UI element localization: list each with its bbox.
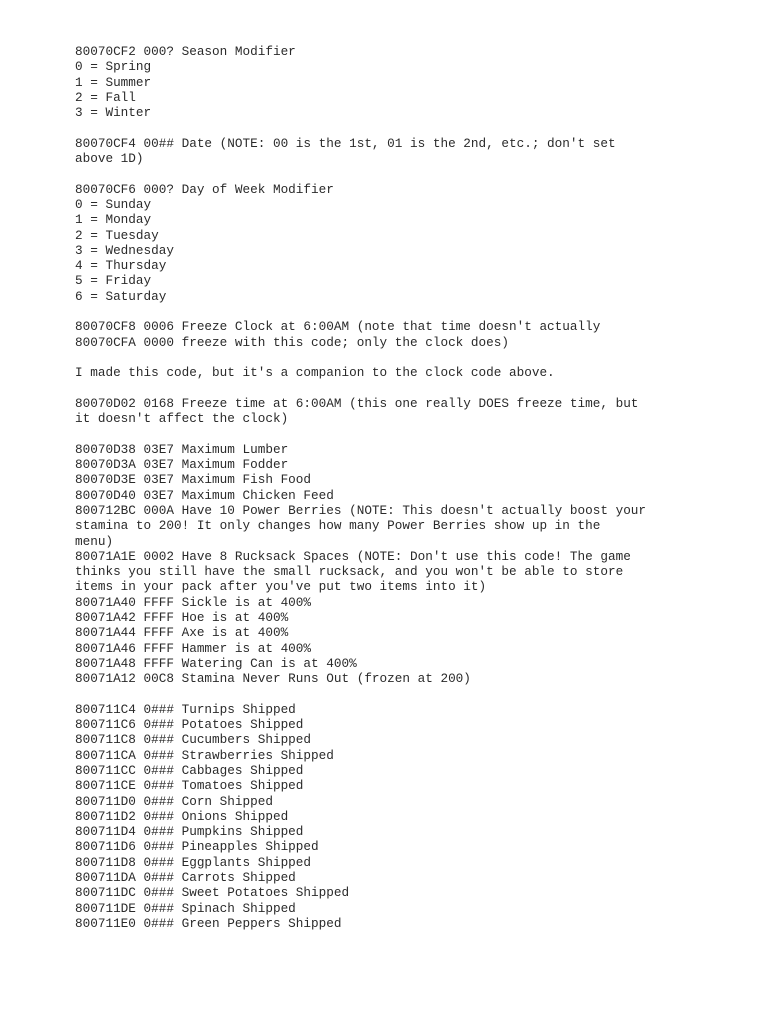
- text-line: 80070CF6 000? Day of Week Modifier: [75, 181, 334, 197]
- text-line: 0 = Spring: [75, 59, 152, 75]
- text-line: 80070D02 0168 Freeze time at 6:00AM (this one really DOES freeze time, but: [75, 395, 639, 411]
- document-page: [75, 44, 695, 931]
- text-line: 80070CF2 000? Season Modifier: [75, 44, 296, 59]
- text-line: 2 = Fall: [75, 89, 136, 105]
- text-line: 800711CC 0### Cabbages Shipped: [75, 762, 304, 778]
- text-line: 80070CF4 00## Date (NOTE: 00 is the 1st, 01 is the 2nd, etc.; don't set: [75, 135, 616, 151]
- paragraph-gap: [75, 381, 695, 396]
- text-line: 800711D0 0### Corn Shipped: [75, 793, 273, 809]
- text-line: 0 = Sunday: [75, 196, 152, 212]
- text-line: I made this code, but it's a companion to the clock code above.: [75, 365, 555, 381]
- code-block: [75, 44, 695, 120]
- text-line: 800711DC 0### Sweet Potatoes Shipped: [75, 885, 350, 901]
- text-line: 6 = Saturday: [75, 288, 167, 304]
- paragraph-gap: [75, 166, 695, 181]
- code-block: [75, 396, 695, 427]
- text-line: 1 = Summer: [75, 74, 152, 90]
- text-line: 80071A42 FFFF Hoe is at 400%: [75, 609, 289, 625]
- text-line: 80071A48 FFFF Watering Can is at 400%: [75, 655, 357, 671]
- paragraph-gap: [75, 304, 695, 319]
- code-block: [75, 319, 695, 350]
- text-line: 800711CE 0### Tomatoes Shipped: [75, 778, 304, 794]
- text-line: 3 = Winter: [75, 105, 152, 121]
- text-line: 4 = Thursday: [75, 258, 167, 274]
- paragraph-gap: [75, 426, 695, 441]
- text-line: 80070D38 03E7 Maximum Lumber: [75, 441, 289, 457]
- text-line: items in your pack after you've put two items into it): [75, 579, 487, 595]
- text-line: 800711D6 0### Pineapples Shipped: [75, 839, 319, 855]
- code-block: [75, 702, 695, 931]
- text-line: 800711C4 0### Turnips Shipped: [75, 701, 296, 717]
- text-line: 800711D4 0### Pumpkins Shipped: [75, 824, 304, 840]
- code-block: [75, 365, 695, 380]
- code-block: [75, 442, 695, 687]
- text-line: 800711D8 0### Eggplants Shipped: [75, 854, 312, 870]
- text-line: 800711D2 0### Onions Shipped: [75, 808, 289, 824]
- text-line: 80070D3A 03E7 Maximum Fodder: [75, 457, 289, 473]
- text-line: stamina to 200! It only changes how many Power Berries show up in the: [75, 518, 601, 534]
- paragraph-gap: [75, 120, 695, 135]
- paragraph-gap: [75, 686, 695, 701]
- text-line: 800711C8 0### Cucumbers Shipped: [75, 732, 312, 748]
- text-line: 2 = Tuesday: [75, 227, 159, 243]
- text-line: 80071A40 FFFF Sickle is at 400%: [75, 594, 312, 610]
- text-line: 80070D40 03E7 Maximum Chicken Feed: [75, 487, 334, 503]
- text-line: 80071A44 FFFF Axe is at 400%: [75, 625, 289, 641]
- text-line: thinks you still have the small rucksack, and you won't be able to store: [75, 564, 624, 580]
- text-line: 80071A12 00C8 Stamina Never Runs Out (frozen at 200): [75, 671, 471, 687]
- code-block: [75, 136, 695, 167]
- text-line: 800712BC 000A Have 10 Power Berries (NOTE: This doesn't actually boost your: [75, 502, 647, 518]
- text-line: 80070CF8 0006 Freeze Clock at 6:00AM (note that time doesn't actually: [75, 319, 601, 335]
- text-line: 800711DE 0### Spinach Shipped: [75, 900, 296, 916]
- text-line: 800711CA 0### Strawberries Shipped: [75, 747, 334, 763]
- text-line: 800711E0 0### Green Peppers Shipped: [75, 915, 342, 931]
- text-line: 1 = Monday: [75, 212, 152, 228]
- code-block: [75, 182, 695, 304]
- text-line: it doesn't affect the clock): [75, 411, 289, 427]
- text-line: menu): [75, 533, 114, 549]
- text-line: 800711DA 0### Carrots Shipped: [75, 870, 296, 886]
- text-line: above 1D): [75, 151, 144, 167]
- text-line: 80071A46 FFFF Hammer is at 400%: [75, 640, 312, 656]
- text-line: 80071A1E 0002 Have 8 Rucksack Spaces (NOTE: Don't use this code! The game: [75, 548, 631, 564]
- paragraph-gap: [75, 350, 695, 365]
- text-line: 3 = Wednesday: [75, 242, 174, 258]
- text-line: 80070D3E 03E7 Maximum Fish Food: [75, 472, 312, 488]
- text-line: 800711C6 0### Potatoes Shipped: [75, 717, 304, 733]
- text-line: 80070CFA 0000 freeze with this code; only the clock does): [75, 334, 509, 350]
- text-line: 5 = Friday: [75, 273, 152, 289]
